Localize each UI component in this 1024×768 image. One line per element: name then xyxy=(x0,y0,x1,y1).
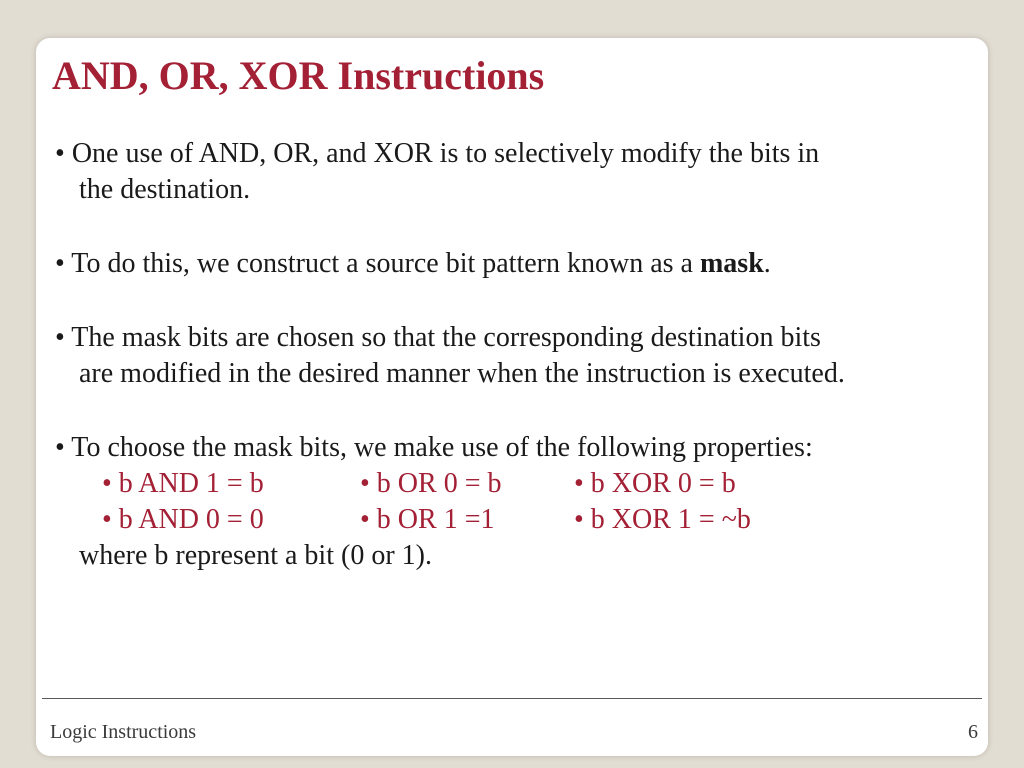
bullet-mask-bits xyxy=(55,320,1015,392)
properties-row-2 xyxy=(55,502,1015,538)
mask-term: mask xyxy=(699,248,764,279)
bullet-marker: • xyxy=(55,322,72,353)
bullet-text-after: . xyxy=(763,248,771,279)
bullet-marker: • xyxy=(55,138,72,169)
footer-label: Logic Instructions xyxy=(50,721,197,743)
property-or-1: • b OR 1 =1 xyxy=(360,504,495,535)
property-and-1: • b AND 1 = b xyxy=(102,468,264,499)
property-or-0: • b OR 0 = b xyxy=(360,468,502,499)
bullet-text-before: To do this, we construct a source bit pattern known as a xyxy=(71,248,700,279)
bullet-text-line1: The mask bits are chosen so that the corresponding destination bits xyxy=(71,322,821,353)
footer-divider xyxy=(42,698,982,699)
bullet-marker: • xyxy=(55,248,72,279)
bullet-text-line1: To choose the mask bits, we make use of the following properties: xyxy=(71,432,813,463)
bullet-marker: • xyxy=(55,432,72,463)
properties-note: where b represent a bit (0 or 1). xyxy=(79,540,432,571)
properties-row-1 xyxy=(55,466,1015,502)
bullet-mask-definition xyxy=(55,246,1015,282)
bullet-text-line2: the destination. xyxy=(79,174,251,205)
property-xor-0: • b XOR 0 = b xyxy=(574,468,736,499)
slide-body xyxy=(55,136,1015,574)
bullet-text-line2: are modified in the desired manner when the instruction is executed. xyxy=(79,358,845,389)
page-number: 6 xyxy=(968,721,978,743)
property-xor-1: • b XOR 1 = ~b xyxy=(574,504,751,535)
bullet-selective-modify xyxy=(55,136,1015,208)
property-and-0: • b AND 0 = 0 xyxy=(102,504,264,535)
slide-title: AND, OR, XOR Instructions xyxy=(52,53,545,98)
bullet-text-line1: One use of AND, OR, and XOR is to selectively modify the bits in xyxy=(71,138,820,169)
bullet-properties-intro xyxy=(55,430,1015,466)
